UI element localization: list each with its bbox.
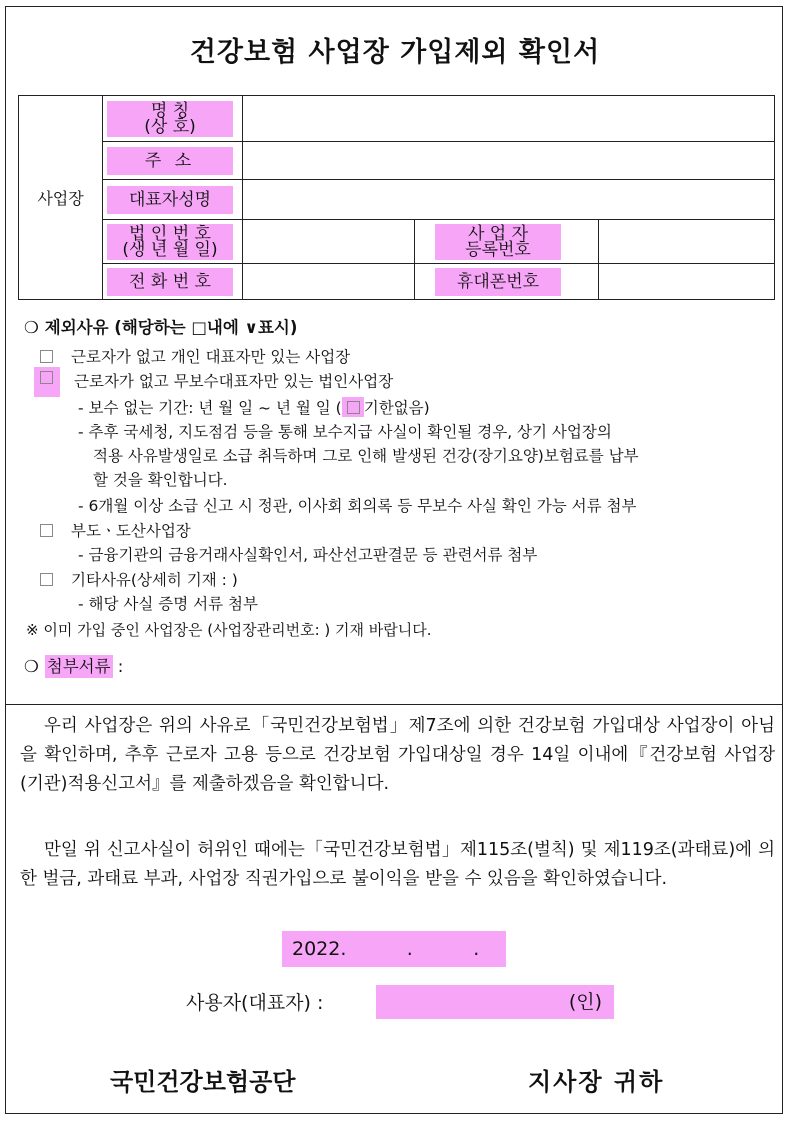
section-label: 사업장 — [19, 96, 103, 300]
address-label: 주 소 — [107, 147, 233, 175]
section-divider — [5, 704, 783, 705]
reason-4: 기타사유(상세히 기재 : ) — [40, 568, 238, 590]
name-label-cell — [103, 96, 243, 142]
date-field[interactable]: 2022. . . — [282, 931, 506, 967]
penalty-paragraph: 만일 위 신고사실이 허위인 때에는「국민건강보험법」제115조(벌칙) 및 제119조(과태료)에 의한 벌금, 과태료 부과, 사업장 직권가입으로 불이익을 받을 수 있음을 확인하였습니다. — [20, 840, 775, 889]
name-label: 명 칭 (상 호) — [107, 101, 233, 137]
checkbox-box — [347, 401, 360, 414]
phone-field[interactable] — [243, 264, 415, 300]
note-1b: 적용 사유발생일로 소급 취득하며 그로 인해 발생된 건강(장기요양)보험료를 납부 — [93, 447, 639, 465]
reason-1: 근로자가 없고 개인 대표자만 있는 사업장 — [40, 345, 350, 367]
mobile-label-cell — [415, 264, 599, 300]
business-reg-field[interactable] — [599, 220, 775, 264]
org-name: 국민건강보험공단 — [110, 1067, 296, 1096]
address-label-cell — [103, 142, 243, 180]
note-3: - 금융기관의 금융거래사실확인서, 파산선고판결문 등 관련서류 첨부 — [78, 546, 538, 564]
corp-number-label-cell — [103, 220, 243, 264]
reason-2-checkbox[interactable] — [34, 367, 60, 397]
note-1c: 할 것을 확인합니다. — [93, 471, 228, 489]
seal-mark: (인) — [568, 991, 602, 1013]
corp-number-field[interactable] — [243, 220, 415, 264]
phone-label-cell — [103, 264, 243, 300]
address-field[interactable] — [243, 142, 775, 180]
reason-3-checkbox[interactable] — [40, 524, 53, 537]
business-reg-label-cell — [415, 220, 599, 264]
signer-label: 사용자(대표자) : — [186, 992, 324, 1014]
circle-bullet-icon: ❍ — [24, 657, 39, 676]
note-4: - 해당 사실 증명 서류 첨부 — [78, 595, 258, 613]
circle-bullet-icon: ❍ — [24, 318, 39, 337]
attachments-label: 첨부서류 — [46, 657, 111, 676]
reason-4-checkbox[interactable] — [40, 573, 53, 586]
signature-field[interactable] — [376, 985, 614, 1019]
business-reg-label: 사 업 자 등록번호 — [435, 224, 561, 260]
exclusion-header: ❍ 제외사유 (해당하는 □내에 ∨표시) — [24, 318, 298, 337]
attachments: ❍ 첨부서류 : — [24, 657, 124, 676]
representative-label: 대표자성명 — [107, 186, 233, 214]
addressee: 지사장 귀하 — [528, 1067, 665, 1096]
document-title: 건강보험 사업장 가입제외 확인서 — [189, 37, 601, 68]
existing-note: ※ 이미 가입 중인 사업장은 (사업장관리번호: ) 기재 바랍니다. — [26, 621, 432, 639]
reason-2: 근로자가 없고 무보수대표자만 있는 법인사업장 — [34, 367, 393, 397]
checkbox-box — [40, 371, 53, 384]
name-field[interactable] — [243, 96, 775, 142]
mobile-label: 휴대폰번호 — [435, 268, 561, 296]
mobile-field[interactable] — [599, 264, 775, 300]
phone-label: 전 화 번 호 — [107, 268, 233, 296]
no-deadline-checkbox[interactable] — [342, 397, 364, 417]
corp-number-label: 법 인 번 호 (생 년 월 일) — [107, 224, 233, 260]
reason-3: 부도ㆍ도산사업장 — [40, 519, 191, 541]
representative-field[interactable] — [243, 180, 775, 220]
reason-1-checkbox[interactable] — [40, 350, 53, 363]
note-2: - 6개월 이상 소급 신고 시 정관, 이사회 회의록 등 무보수 사실 확인 가능 서류 첨부 — [78, 497, 637, 515]
confirmation-paragraph: 우리 사업장은 위의 사유로「국민건강보험법」제7조에 의한 건강보험 가입대상 사업장이 아님을 확인하며, 추후 근로자 고용 등으로 건강보험 가입대상일 경우 14일 이내에『건강보험 사업장(기관)적용신고서』를 제출하겠음을 확인합니다. — [20, 716, 775, 794]
note-1a: - 추후 국세청, 지도점검 등을 통해 보수지급 사실이 확인될 경우, 상기 사업장의 — [78, 423, 612, 441]
business-info-table — [18, 95, 775, 300]
unpaid-period: - 보수 없는 기간: 년 월 일 ~ 년 월 일 ( 기한없음) — [78, 399, 430, 417]
representative-label-cell — [103, 180, 243, 220]
